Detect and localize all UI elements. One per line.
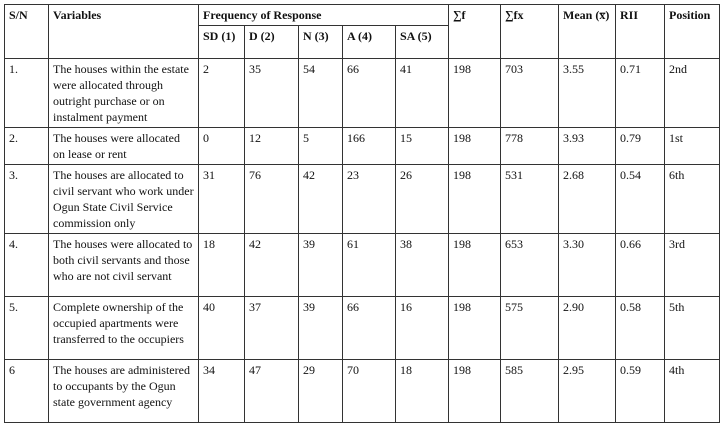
cell-variable: The houses are administered to occupants by the Ogun state government agency [49, 360, 199, 423]
cell-a: 166 [343, 128, 396, 165]
cell-position: 6th [665, 165, 720, 234]
cell-variable: The houses within the estate were allocated through outright purchase or on instalment payment [49, 59, 199, 128]
table-row [5, 128, 720, 165]
cell-n: 39 [299, 297, 343, 360]
cell-rii: 0.66 [616, 234, 665, 297]
cell-sum-fx: 575 [501, 297, 559, 360]
header-rii: RII [616, 5, 665, 59]
cell-sd: 2 [199, 59, 245, 128]
header-d: D (2) [245, 26, 299, 59]
cell-rii: 0.59 [616, 360, 665, 423]
header-position: Position [665, 5, 720, 59]
cell-mean: 2.95 [559, 360, 616, 423]
table-row [5, 165, 720, 234]
cell-variable: The houses are allocated to civil servant who work under Ogun State Civil Service commission only [49, 165, 199, 234]
header-sn: S/N [5, 5, 49, 59]
cell-sa: 16 [396, 297, 449, 360]
header-n: N (3) [299, 26, 343, 59]
header-frequency: Frequency of Response [199, 5, 449, 26]
cell-sa: 26 [396, 165, 449, 234]
cell-n: 42 [299, 165, 343, 234]
cell-mean: 3.93 [559, 128, 616, 165]
cell-sa: 38 [396, 234, 449, 297]
cell-sum-fx: 703 [501, 59, 559, 128]
cell-rii: 0.79 [616, 128, 665, 165]
header-mean: Mean (x̅) [559, 5, 616, 59]
cell-sum-f: 198 [449, 234, 501, 297]
cell-sum-fx: 653 [501, 234, 559, 297]
cell-sn: 4. [5, 234, 49, 297]
cell-position: 1st [665, 128, 720, 165]
cell-rii: 0.71 [616, 59, 665, 128]
cell-sum-fx: 531 [501, 165, 559, 234]
cell-sn: 2. [5, 128, 49, 165]
cell-sum-f: 198 [449, 128, 501, 165]
cell-sd: 34 [199, 360, 245, 423]
cell-d: 12 [245, 128, 299, 165]
cell-sn: 3. [5, 165, 49, 234]
cell-sa: 15 [396, 128, 449, 165]
cell-sum-f: 198 [449, 360, 501, 423]
cell-d: 47 [245, 360, 299, 423]
header-sd: SD (1) [199, 26, 245, 59]
cell-a: 66 [343, 59, 396, 128]
cell-d: 42 [245, 234, 299, 297]
cell-n: 5 [299, 128, 343, 165]
cell-sum-f: 198 [449, 59, 501, 128]
header-sum-f: ∑f [449, 5, 501, 59]
cell-sn: 5. [5, 297, 49, 360]
header-a: A (4) [343, 26, 396, 59]
cell-sd: 40 [199, 297, 245, 360]
cell-sn: 1. [5, 59, 49, 128]
cell-position: 3rd [665, 234, 720, 297]
cell-d: 35 [245, 59, 299, 128]
cell-sum-f: 198 [449, 165, 501, 234]
cell-sum-f: 198 [449, 297, 501, 360]
cell-a: 23 [343, 165, 396, 234]
cell-variable: Complete ownership of the occupied apartments were transferred to the occupiers [49, 297, 199, 360]
cell-n: 29 [299, 360, 343, 423]
cell-d: 76 [245, 165, 299, 234]
header-sum-fx: ∑fx [501, 5, 559, 59]
cell-sa: 18 [396, 360, 449, 423]
cell-position: 5th [665, 297, 720, 360]
frequency-response-table [4, 4, 720, 423]
cell-mean: 3.55 [559, 59, 616, 128]
cell-mean: 2.90 [559, 297, 616, 360]
cell-position: 2nd [665, 59, 720, 128]
cell-sa: 41 [396, 59, 449, 128]
table-row [5, 360, 720, 423]
cell-position: 4th [665, 360, 720, 423]
table-row [5, 297, 720, 360]
cell-variable: The houses were allocated on lease or rent [49, 128, 199, 165]
cell-sum-fx: 778 [501, 128, 559, 165]
cell-n: 54 [299, 59, 343, 128]
cell-sd: 0 [199, 128, 245, 165]
cell-rii: 0.54 [616, 165, 665, 234]
cell-rii: 0.58 [616, 297, 665, 360]
header-sa: SA (5) [396, 26, 449, 59]
cell-a: 66 [343, 297, 396, 360]
cell-sd: 18 [199, 234, 245, 297]
cell-variable: The houses were allocated to both civil servants and those who are not civil servant [49, 234, 199, 297]
cell-sn: 6 [5, 360, 49, 423]
header-variables: Variables [49, 5, 199, 59]
cell-a: 61 [343, 234, 396, 297]
cell-a: 70 [343, 360, 396, 423]
cell-sum-fx: 585 [501, 360, 559, 423]
cell-n: 39 [299, 234, 343, 297]
cell-d: 37 [245, 297, 299, 360]
table-row [5, 59, 720, 128]
cell-sd: 31 [199, 165, 245, 234]
cell-mean: 3.30 [559, 234, 616, 297]
table-row [5, 234, 720, 297]
cell-mean: 2.68 [559, 165, 616, 234]
